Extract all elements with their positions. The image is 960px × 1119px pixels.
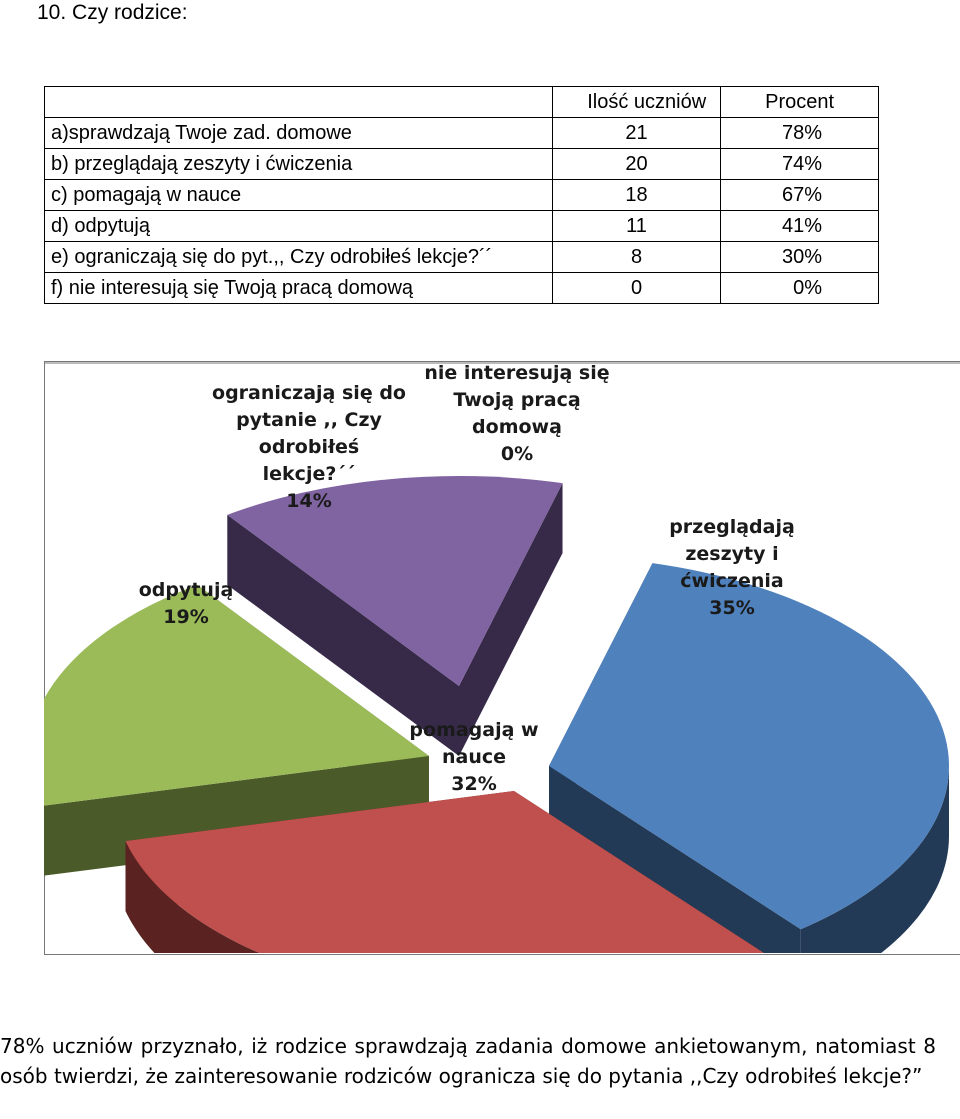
pie-slice-label: przeglądają zeszyty i ćwiczenia 35% [669,516,795,619]
row-percent-cell: 0% [721,273,879,304]
pie-slice-label: pomagają w nauce 32% [409,719,539,795]
pie-chart [44,361,960,953]
row-label-cell: f) nie interesują się Twoją pracą domową [45,273,553,304]
row-label-cell: c) pomagają w nauce [45,180,553,211]
header-count-cell: Ilość uczniów [552,87,720,118]
header-percent-cell: Procent [721,87,879,118]
row-count-cell: 8 [552,242,720,273]
table-row [45,211,879,242]
row-label-cell: a)sprawdzają Twoje zad. domowe [45,118,553,149]
summary-paragraph: 78% uczniów przyznało, iż rodzice sprawdzają zadania domowe ankietowanym, natomiast 8 osób twierdzi, że zainteresowanie rodziców ogranicza się do pytania ,,Czy odrobiłeś lekcje?” [0,1034,936,1088]
table-row [45,118,879,149]
pie-slice-label: nie interesują się Twoją pracą domową 0% [424,362,610,465]
section-heading: 10. Czy rodzice: [37,1,188,24]
row-percent-cell: 41% [721,211,879,242]
row-label-cell: d) odpytują [45,211,553,242]
row-count-cell: 11 [552,211,720,242]
table-row [45,273,879,304]
table-header-row [45,87,879,118]
results-table [44,86,879,304]
row-count-cell: 20 [552,149,720,180]
table-row [45,149,879,180]
row-percent-cell: 78% [721,118,879,149]
row-count-cell: 21 [552,118,720,149]
row-count-cell: 0 [552,273,720,304]
row-count-cell: 18 [552,180,720,211]
table-row [45,180,879,211]
table-row [45,242,879,273]
row-label-cell: b) przeglądają zeszyty i ćwiczenia [45,149,553,180]
row-percent-cell: 30% [721,242,879,273]
header-label-cell [45,87,553,118]
row-percent-cell: 74% [721,149,879,180]
pie-slice-label: odpytują 19% [138,579,234,628]
row-percent-cell: 67% [721,180,879,211]
row-label-cell: e) ograniczają się do pyt.,, Czy odrobiłeś lekcje?´´ [45,242,553,273]
pie-slice-label: ograniczają się do pytanie ,, Czy odrobiłeś lekcje?´´ 14% [212,382,406,512]
